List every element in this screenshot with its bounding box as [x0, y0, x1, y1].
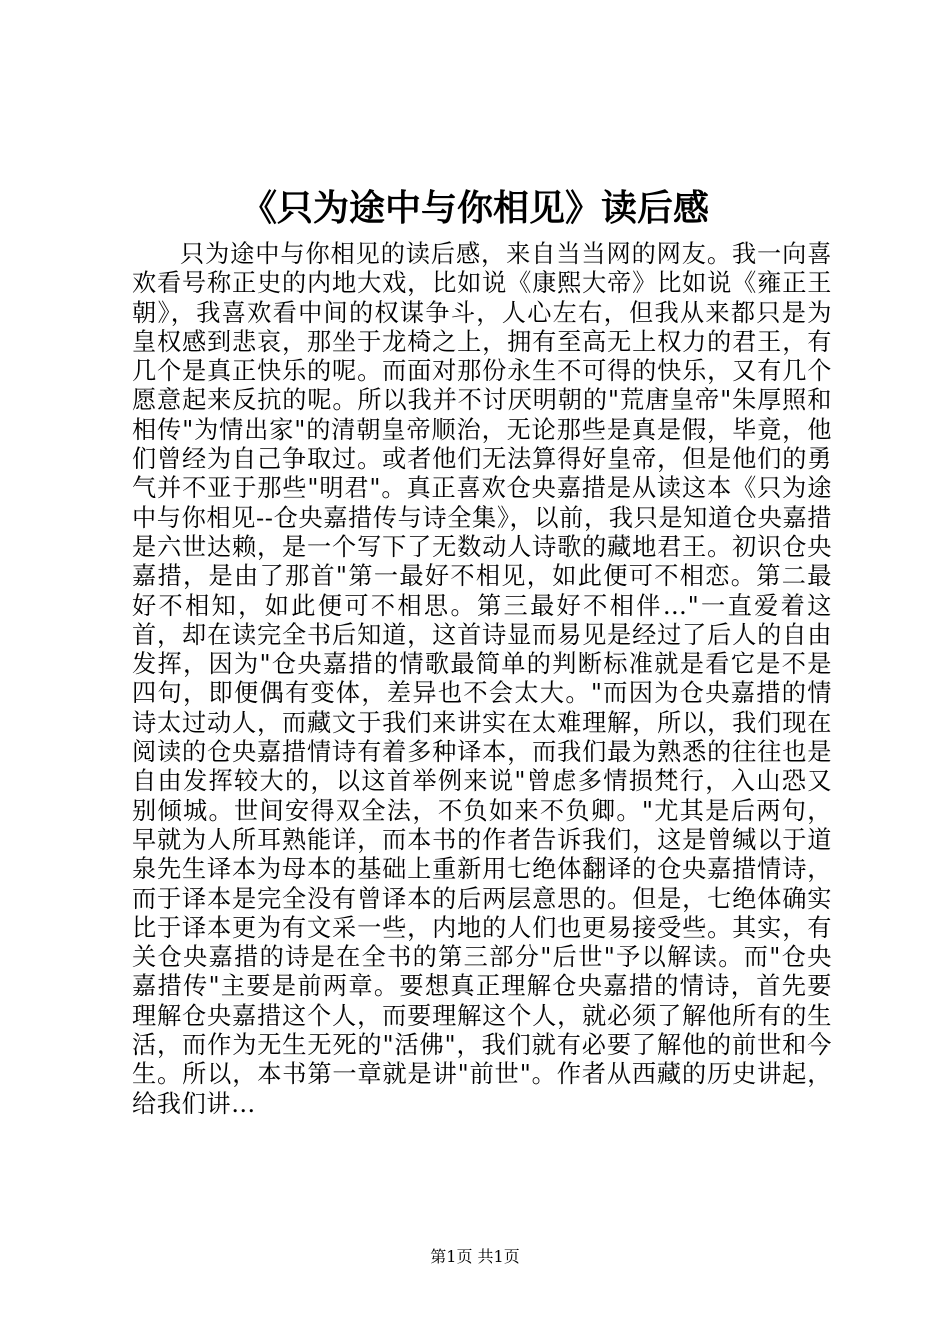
document-title: 《只为途中与你相见》读后感 [240, 188, 709, 229]
page-number-footer: 第1页 共1页 [430, 1247, 520, 1266]
document-body-paragraph: 只为途中与你相见的读后感，来自当当网的网友。我一向喜欢看号称正史的内地大戏，比如说《康熙大帝》比如说《雍正王朝》，我喜欢看中间的权谋争斗，人心左右，但我从来都只是为皇权感到悲哀，那坐于龙椅之上，拥有至高无上权力的君王，有几个是真正快乐的呢。而面对那份永生不可得的快乐，又有几个愿意起来反抗的呢。所以我并不讨厌明朝的"荒唐皇帝"朱厚照和相传"为情出家"的清朝皇帝顺治，无论那些是真是假，毕竟，他们曾经为自己争取过。或者他们无法算得好皇帝，但是他们的勇气并不亚于那些"明君"。真正喜欢仓央嘉措是从读这本《只为途中与你相见--仓央嘉措传与诗全集》，以前，我只是知道仓央嘉措是六世达赖，是一个写下了无数动人诗歌的藏地君王。初识仓央嘉措，是由了那首"第一最好不相见，如此便可不相恋。第二最好不相知，如此便可不相思。第三最好不相伴…"一直爱着这首，却在读完全书后知道，这首诗显而易见是经过了后人的自由发挥，因为"仓央嘉措的情歌最简单的判断标准就是看它是不是四句，即便偶有变体，差异也不会太大。"而因为仓央嘉措的情诗太过动人，而藏文于我们来讲实在太难理解，所以，我们现在阅读的仓央嘉措情诗有着多种译本，而我们最为熟悉的往往也是自由发挥较大的，以这首举例来说"曾虑多情损梵行，入山恐又别倾城。世间安得双全法，不负如来不负卿。"尤其是后两句，早就为人所耳熟能详，而本书的作者告诉我们，这是曾缄以于道泉先生译本为母本的基础上重新用七绝体翻译的仓央嘉措情诗，而于译本是完全没有曾译本的后两层意思的。但是，七绝体确实比于译本更为有文采一些，内地的人们也更易接受些。其实，有关仓央嘉措的诗是在全书的第三部分"后世"予以解读。而"仓央嘉措传"主要是前两章。要想真正理解仓央嘉措的情诗，首先要理解仓央嘉措这个人，而要理解这个人，就必须了解他所有的生活，而作为无生无死的"活佛"，我们就有必要了解他的前世和今生。所以，本书第一章就是讲"前世"。作者从西藏的历史讲起，给我们讲… [132, 240, 832, 1118]
